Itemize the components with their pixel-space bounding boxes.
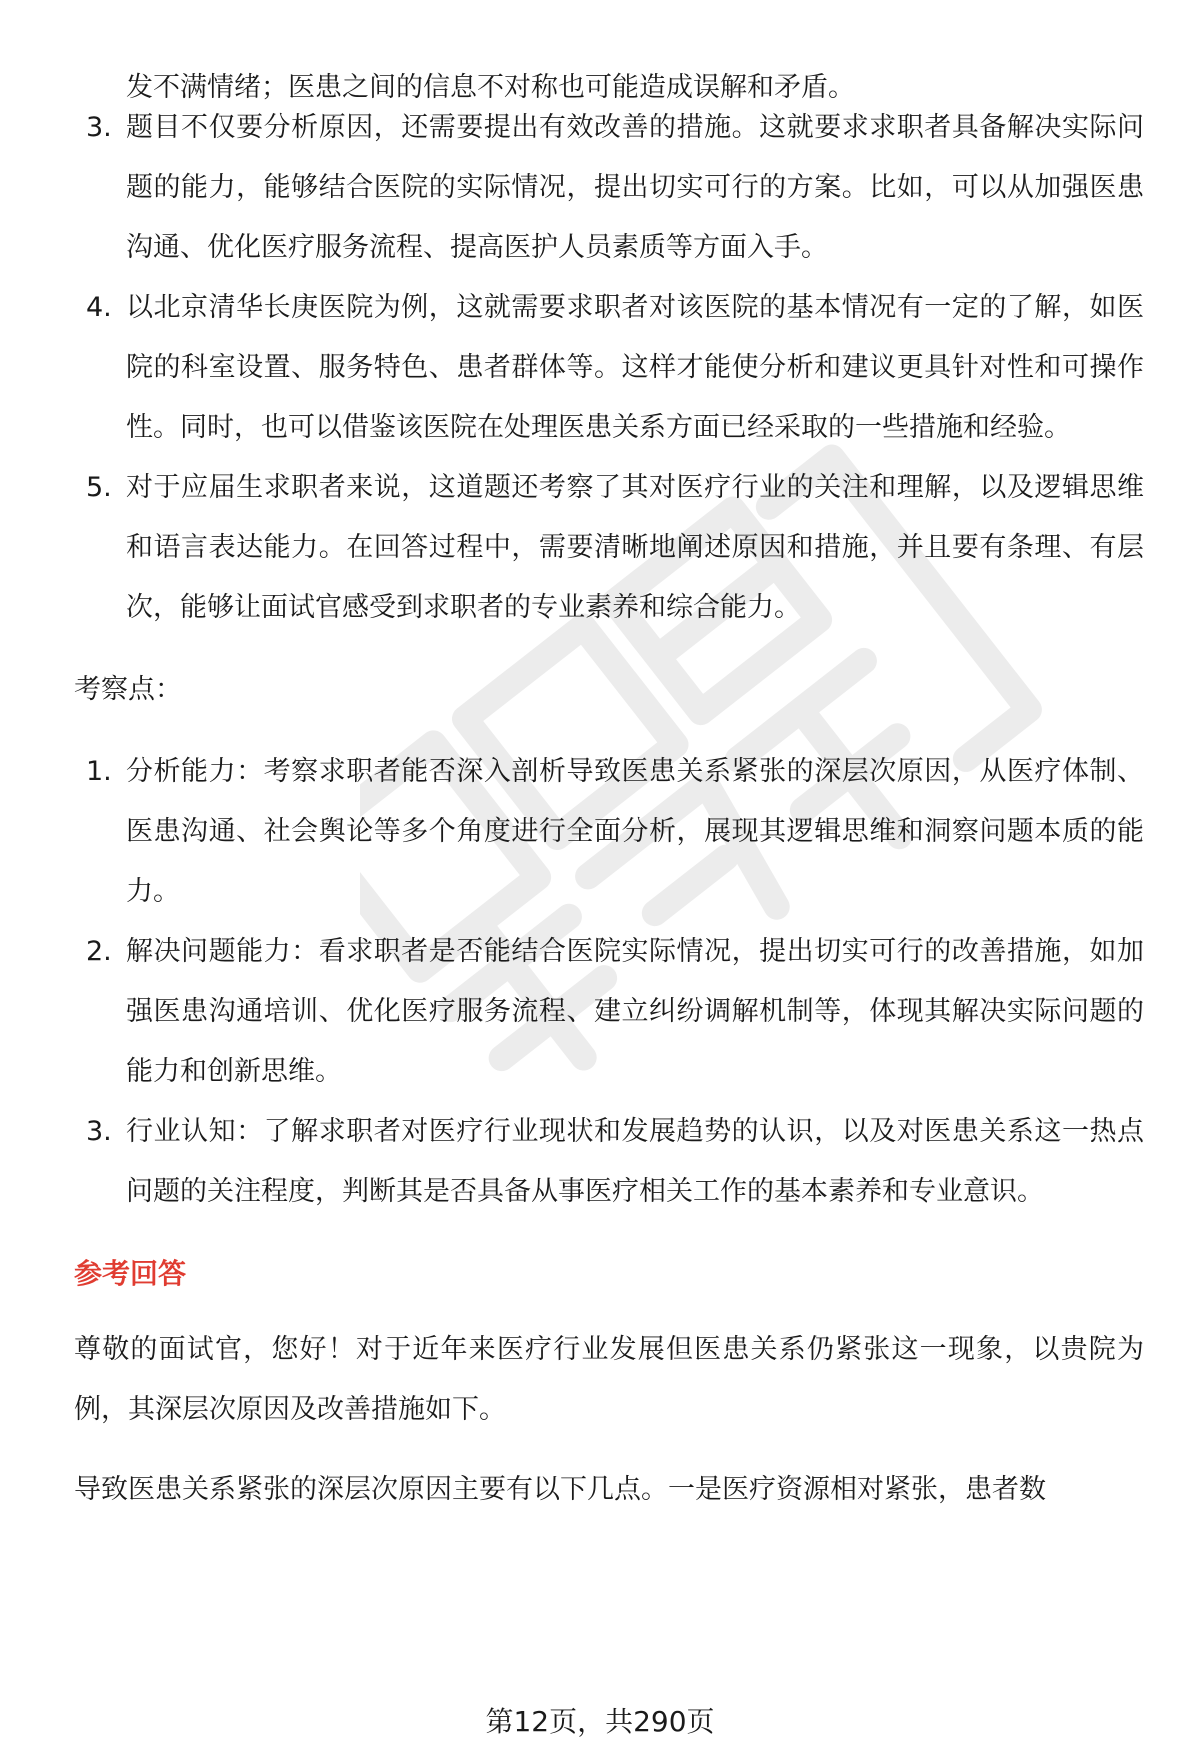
list-number: 1.: [86, 756, 112, 787]
list-item: [74, 922, 1144, 1102]
list-item: [74, 278, 1144, 458]
list-item-text: 题目不仅要分析原因，还需要提出有效改善的措施。这就要求求职者具备解决实际问题的能力，能够结合医院的实际情况，提出切实可行的方案。比如，可以从加强医患沟通、优化医疗服务流程、提高医护人员素质等方面入手。: [126, 112, 1144, 263]
list-item: [74, 1102, 1144, 1222]
answer-paragraph: 导致医患关系紧张的深层次原因主要有以下几点。一是医疗资源相对紧张，患者数: [74, 1474, 1046, 1505]
list-item-text: 分析能力：考察求职者能否深入剖析导致医患关系紧张的深层次原因，从医疗体制、医患沟通、社会舆论等多个角度进行全面分析，展现其逻辑思维和洞察问题本质的能力。: [126, 756, 1144, 907]
list-number: 4.: [86, 292, 112, 323]
list-item-text: 以北京清华长庚医院为例，这就需要求职者对该医院的基本情况有一定的了解，如医院的科室设置、服务特色、患者群体等。这样才能使分析和建议更具针对性和可操作性。同时，也可以借鉴该医院在处理医患关系方面已经采取的一些措施和经验。: [126, 292, 1144, 443]
analysis-list: [74, 98, 1144, 638]
list-number: 5.: [86, 472, 112, 503]
list-item: [74, 98, 1144, 278]
list-item-text: 解决问题能力：看求职者是否能结合医院实际情况，提出切实可行的改善措施，如加强医患沟通培训、优化医疗服务流程、建立纠纷调解机制等，体现其解决实际问题的能力和创新思维。: [126, 936, 1144, 1087]
page-footer: 第12页，共290页: [485, 1705, 715, 1738]
reference-answer-heading: 参考回答: [74, 1257, 187, 1290]
list-number: 3.: [86, 1116, 112, 1147]
list-number: 3.: [86, 112, 112, 143]
list-item-text: 行业认知：了解求职者对医疗行业现状和发展趋势的认识，以及对医患关系这一热点问题的关注程度，判断其是否具备从事医疗相关工作的基本素养和专业意识。: [126, 1116, 1144, 1207]
continuation-text: 发不满情绪；医患之间的信息不对称也可能造成误解和矛盾。: [126, 72, 855, 103]
exam-points-heading: 考察点：: [74, 674, 182, 705]
answer-paragraph: 尊敬的面试官，您好！对于近年来医疗行业发展但医患关系仍紧张这一现象，以贵院为例，其深层次原因及改善措施如下。: [74, 1334, 1144, 1425]
list-item: [74, 742, 1144, 922]
list-number: 2.: [86, 936, 112, 967]
exam-points-list: [74, 742, 1144, 1222]
list-item-text: 对于应届生求职者来说，这道题还考察了其对医疗行业的关注和理解，以及逻辑思维和语言表达能力。在回答过程中，需要清晰地阐述原因和措施，并且要有条理、有层次，能够让面试官感受到求职者的专业素养和综合能力。: [126, 472, 1144, 623]
list-item: [74, 458, 1144, 638]
